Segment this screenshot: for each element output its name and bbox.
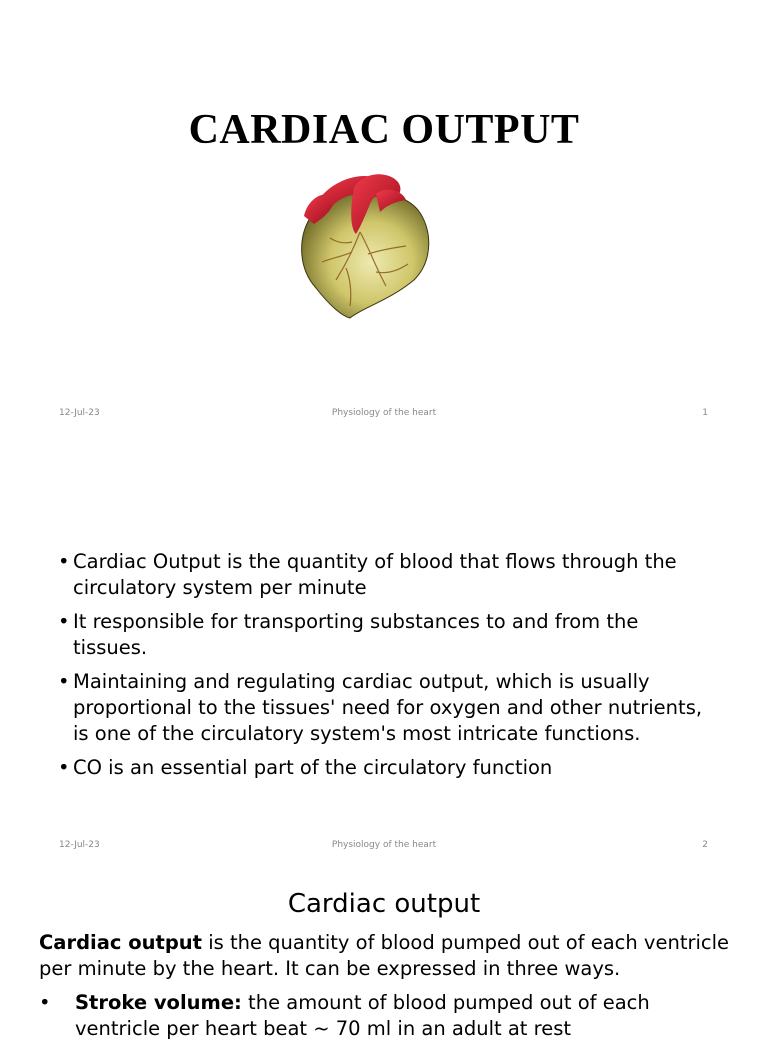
slide-3 xyxy=(0,865,768,1040)
heart-icon xyxy=(290,168,434,318)
bullet-dot: • xyxy=(39,991,51,1014)
definition-paragraph xyxy=(39,930,739,982)
bullet-item: • Maintaining and regulating cardiac output, which is usually proportional to the tissues' need for oxygen and other nutrients, is one of the circulatory system's most intricate functions. xyxy=(58,669,718,747)
slide-2 xyxy=(0,432,768,865)
bold-term: Stroke volume: xyxy=(75,991,242,1014)
bullet-item: • Cardiac Output is the quantity of blood that flows through the circulatory system per minute xyxy=(58,549,718,601)
footer-title: Physiology of the heart xyxy=(331,408,437,418)
footer-title: Physiology of the heart xyxy=(331,840,437,850)
slide-number: 2 xyxy=(702,840,708,850)
bold-term: Cardiac output xyxy=(39,931,202,954)
bullet-item: • CO is an essential part of the circulatory function xyxy=(58,755,718,781)
slide-number: 1 xyxy=(702,408,708,418)
bullet-item: • It responsible for transporting substances to and from the tissues. xyxy=(58,609,718,661)
bullet-item xyxy=(39,990,739,1042)
definition-text: is the quantity of blood pumped out of each ventricle per minute by the heart. It can be expressed in three ways. xyxy=(39,931,730,980)
footer-date: 12-Jul-23 xyxy=(59,408,100,418)
slide-title: CARDIAC OUTPUT xyxy=(188,107,580,153)
slide-1 xyxy=(0,0,768,432)
footer-date: 12-Jul-23 xyxy=(59,840,100,850)
bullet-list xyxy=(58,549,718,789)
slide-title: Cardiac output xyxy=(287,889,481,919)
bullet-text: the amount of blood pumped out of each ventricle per heart beat ~ 70 ml in an adult at rest xyxy=(75,991,650,1040)
